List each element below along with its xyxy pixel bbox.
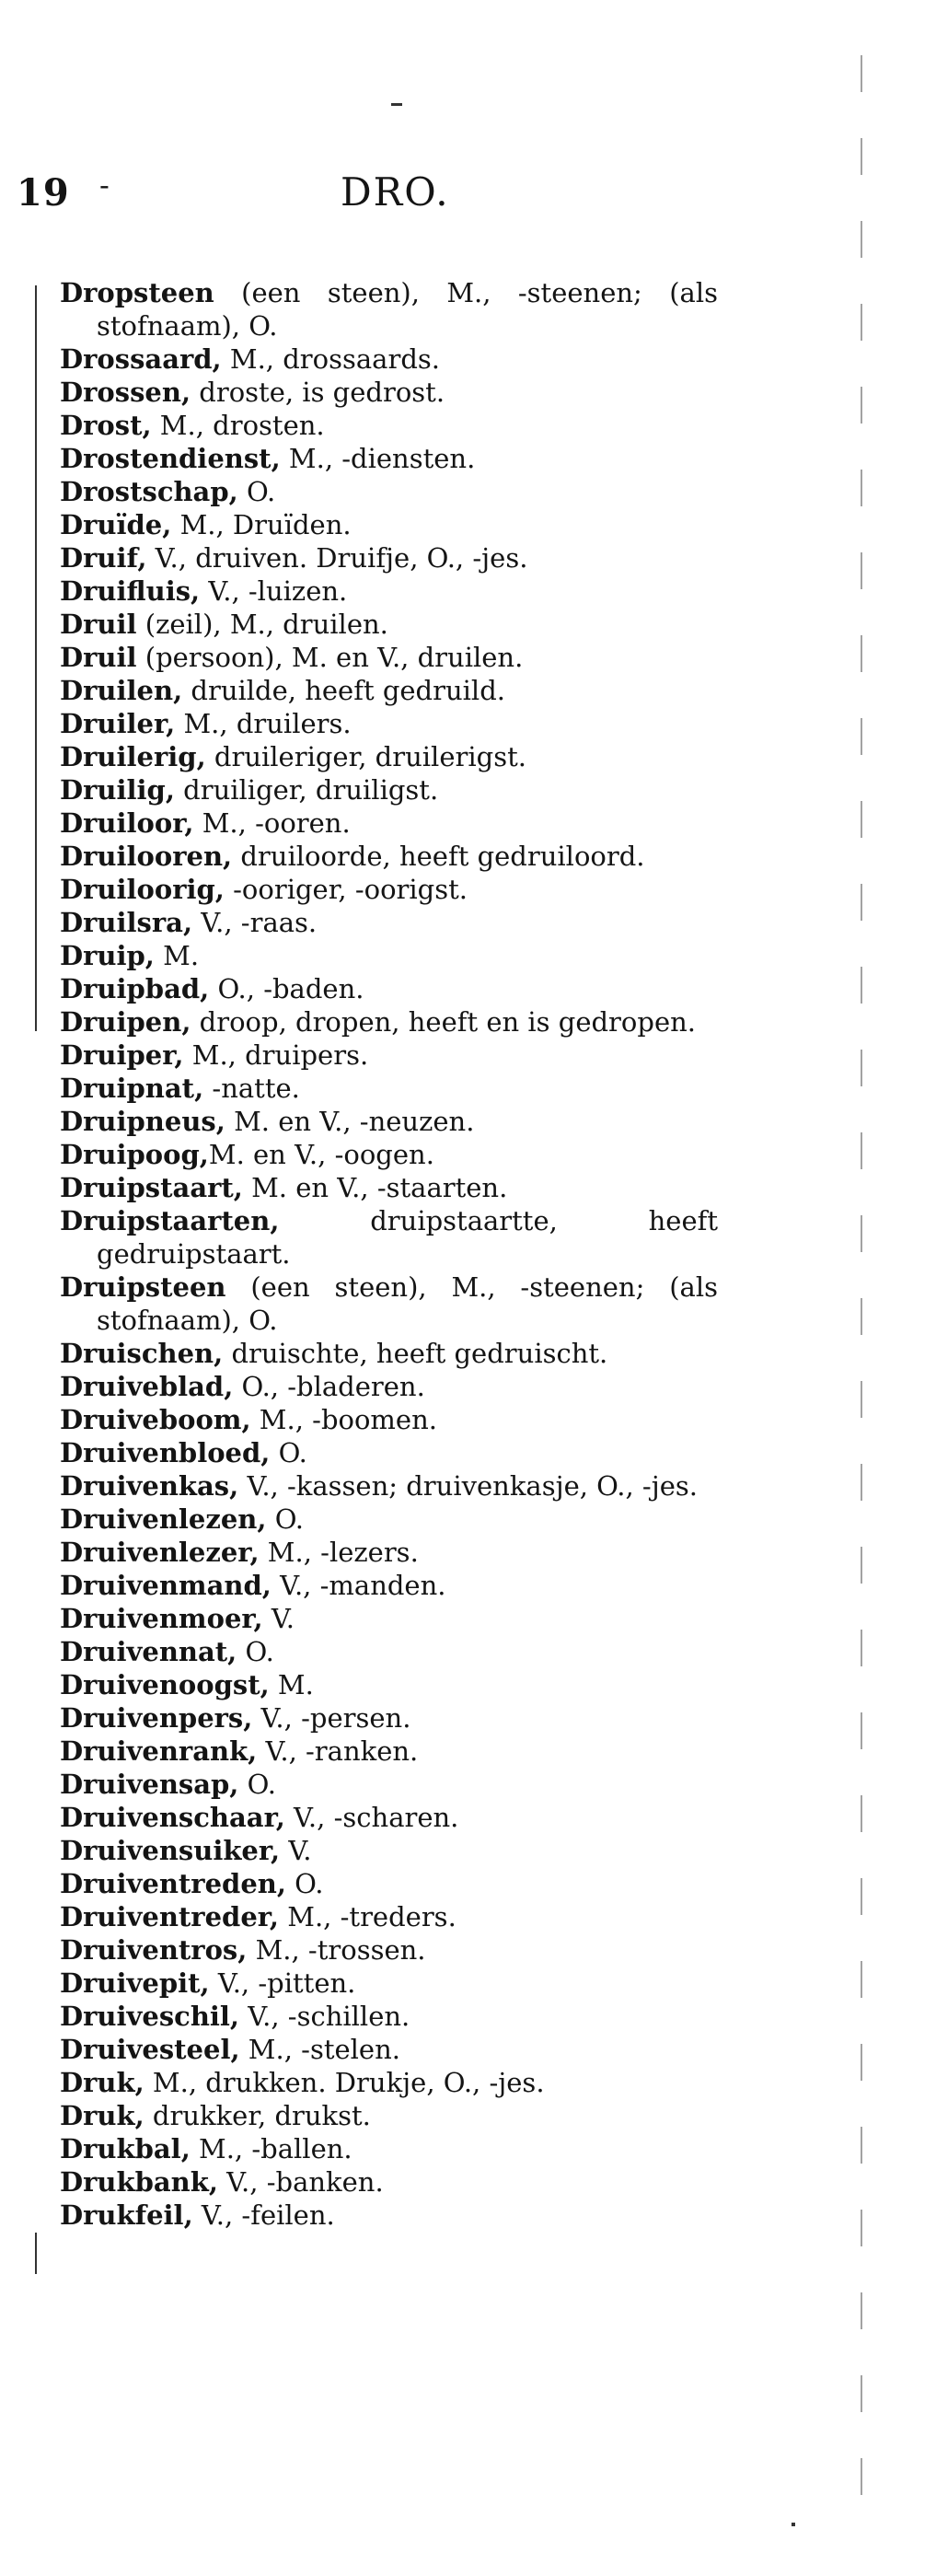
dictionary-entry <box>60 806 718 840</box>
entry-headword: Druilooren, <box>60 841 233 872</box>
entry-definition: M. en V., -neuzen. <box>225 1106 475 1137</box>
entry-headword: Druiveboom, <box>60 1404 251 1435</box>
entry-definition: V., -pitten. <box>209 1967 356 1999</box>
dictionary-entry <box>60 574 718 608</box>
header-dash: - <box>99 168 110 203</box>
entry-headword: Druil <box>60 642 137 673</box>
dictionary-entry <box>60 1171 718 1204</box>
entry-headword: Druivesteel, <box>60 2034 240 2065</box>
dictionary-entry <box>60 939 718 972</box>
dictionary-entry <box>60 508 718 541</box>
entry-definition: V., -luizen. <box>200 575 348 607</box>
entry-definition: V., -persen. <box>252 1702 411 1734</box>
entry-headword: Drukbal, <box>60 2133 191 2164</box>
entry-definition: O. <box>237 476 276 507</box>
entry-definition: M., -trossen. <box>247 1934 426 1966</box>
dictionary-entry <box>60 276 718 342</box>
entry-headword: Druïde, <box>60 509 172 540</box>
dictionary-entry <box>60 1536 718 1569</box>
entry-headword: Druiveblad, <box>60 1371 234 1402</box>
entry-headword: Druk, <box>60 2100 144 2131</box>
entry-definition: droop, dropen, heeft en is gedropen. <box>191 1006 697 1038</box>
dictionary-entry <box>60 1635 718 1668</box>
dictionary-entry <box>60 1039 718 1072</box>
entry-headword: Druivensap, <box>60 1769 239 1800</box>
entry-headword: Drukbank, <box>60 2166 218 2198</box>
entry-headword: Druipstaart, <box>60 1172 243 1203</box>
entry-headword: Druk, <box>60 2067 144 2098</box>
dictionary-entry <box>60 972 718 1005</box>
entry-headword: Druivenoogst, <box>60 1669 270 1700</box>
dictionary-entry <box>60 1768 718 1801</box>
entry-definition: V., -scharen. <box>284 1802 459 1833</box>
entry-definition: druilde, heeft gedruild. <box>182 675 505 706</box>
entry-definition: O. <box>266 1503 304 1535</box>
entry-definition: M., -ooren. <box>193 807 351 839</box>
entry-definition: V., -ranken. <box>257 1735 419 1767</box>
dictionary-entry <box>60 2132 718 2165</box>
dictionary-entry <box>60 475 718 508</box>
dictionary-entry <box>60 1204 718 1271</box>
dictionary-entry <box>60 1105 718 1138</box>
entry-headword: Druivenlezen, <box>60 1503 267 1535</box>
dictionary-entry <box>60 2066 718 2099</box>
scan-speck-mark <box>391 103 402 106</box>
entry-headword: Druiveschil, <box>60 2001 240 2032</box>
entry-definition: -ooriger, -oorigst. <box>224 874 468 905</box>
entry-definition: M., drosten. <box>151 410 325 441</box>
entry-headword: Druiventros, <box>60 1934 248 1966</box>
entry-definition: drukker, drukst. <box>144 2100 371 2131</box>
entry-headword: Druiventreder, <box>60 1901 280 1932</box>
entry-definition: V., -raas. <box>192 907 318 938</box>
entry-headword: Druil <box>60 609 137 640</box>
entry-headword: Drostendienst, <box>60 443 281 474</box>
dictionary-entry <box>60 1701 718 1735</box>
entry-definition: M., druipers. <box>183 1039 369 1071</box>
entry-headword: Druivenmand, <box>60 1570 272 1601</box>
dictionary-entry <box>60 707 718 740</box>
entry-definition: druileriger, druilerigst. <box>205 741 526 772</box>
margin-rule-lower <box>35 2233 37 2274</box>
entry-definition: O. <box>237 1636 274 1667</box>
dictionary-entry <box>60 1403 718 1436</box>
entry-headword: Druipoog, <box>60 1139 209 1170</box>
entry-definition: druischte, heeft gedruischt. <box>223 1338 608 1369</box>
dictionary-entry <box>60 2033 718 2066</box>
entry-headword: Druipnat, <box>60 1073 204 1104</box>
entry-definition: droste, is gedrost. <box>191 377 445 408</box>
entry-headword: Druivenrank, <box>60 1735 258 1767</box>
entry-headword: Druifluis, <box>60 575 201 607</box>
dictionary-entry <box>60 1735 718 1768</box>
entry-headword: Druipstaarten, <box>60 1205 280 1236</box>
dictionary-entry <box>60 1072 718 1105</box>
dictionary-entry <box>60 1271 718 1337</box>
entry-headword: Drossen, <box>60 377 191 408</box>
entry-headword: Druilen, <box>60 675 183 706</box>
entry-definition: M., drossaards. <box>221 343 440 375</box>
dictionary-entry <box>60 1933 718 1967</box>
entry-headword: Druivenschaar, <box>60 1802 285 1833</box>
margin-rule <box>35 285 37 1031</box>
dictionary-entry <box>60 674 718 707</box>
entry-definition: V., -manden. <box>271 1570 446 1601</box>
entry-headword: Drossaard, <box>60 343 222 375</box>
dictionary-entry <box>60 2199 718 2232</box>
entry-definition: O. <box>270 1437 307 1468</box>
entry-headword: Druivenpers, <box>60 1702 253 1734</box>
dictionary-entries <box>60 276 718 2232</box>
entry-headword: Druipneus, <box>60 1106 225 1137</box>
dictionary-entry <box>60 442 718 475</box>
entry-definition: M., -treders. <box>279 1901 456 1932</box>
dictionary-entry <box>60 541 718 574</box>
entry-definition: M., druilers. <box>175 708 352 739</box>
entry-definition: V., -banken. <box>217 2166 384 2198</box>
entry-definition: M. <box>154 940 200 971</box>
entry-definition: druiloorde, heeft gedruiloord. <box>232 841 645 872</box>
entry-headword: Druiloorig, <box>60 874 225 905</box>
dictionary-entry <box>60 1569 718 1602</box>
dictionary-entry <box>60 2000 718 2033</box>
entry-definition: O., -baden. <box>209 973 364 1004</box>
dictionary-entry <box>60 1900 718 1933</box>
entry-headword: Druiventreden, <box>60 1868 286 1899</box>
entry-headword: Drostschap, <box>60 476 238 507</box>
dictionary-entry <box>60 1370 718 1403</box>
entry-headword: Druip, <box>60 940 155 971</box>
entry-definition: O. <box>285 1868 324 1899</box>
entry-definition: druiliger, druiligst. <box>174 774 439 806</box>
entry-definition: O., -bladeren. <box>233 1371 425 1402</box>
dictionary-entry <box>60 773 718 806</box>
entry-definition: V. <box>262 1603 295 1634</box>
dictionary-entry <box>60 1668 718 1701</box>
dictionary-entry <box>60 1436 718 1469</box>
scan-speck-mark-bottom <box>792 2523 795 2526</box>
entry-definition: druipstaartte, heeft gedruipstaart. <box>97 1205 718 1270</box>
entry-definition: M., -diensten. <box>280 443 476 474</box>
entry-headword: Druivenlezer, <box>60 1537 260 1568</box>
dictionary-entry <box>60 608 718 641</box>
dictionary-entry <box>60 1337 718 1370</box>
entry-headword: Druilerig, <box>60 741 206 772</box>
entry-headword: Druivepit, <box>60 1967 210 1999</box>
entry-definition: (een steen), M., -steenen; (als stofnaam), O. <box>97 1271 718 1336</box>
dictionary-entry <box>60 342 718 376</box>
entry-headword: Druiper, <box>60 1039 184 1071</box>
entry-headword: Druilsra, <box>60 907 193 938</box>
entry-definition: M. <box>269 1669 314 1700</box>
entry-definition: M. en V., -staarten. <box>242 1172 508 1203</box>
dictionary-entry <box>60 2165 718 2199</box>
dictionary-entry <box>60 873 718 906</box>
entry-definition: M., -stelen. <box>239 2034 400 2065</box>
entry-definition: M., Druïden. <box>171 509 352 540</box>
entry-definition: O. <box>238 1769 276 1800</box>
entry-definition: (een steen), M., -steenen; (als stofnaam), O. <box>97 277 718 342</box>
entry-headword: Dropsteen <box>60 277 214 308</box>
entry-definition: M., -boomen. <box>250 1404 437 1435</box>
scan-edge-line <box>861 55 862 2541</box>
dictionary-entry <box>60 1602 718 1635</box>
entry-headword: Druilig, <box>60 774 175 806</box>
entry-definition: (zeil), M., druilen. <box>136 609 388 640</box>
entry-headword: Druischen, <box>60 1338 224 1369</box>
dictionary-entry <box>60 1867 718 1900</box>
running-head: DRO. <box>341 169 450 215</box>
entry-headword: Drost, <box>60 410 152 441</box>
entry-definition: V., -schillen. <box>239 2001 410 2032</box>
entry-headword: Druipsteen <box>60 1271 226 1303</box>
entry-headword: Drukfeil, <box>60 2199 193 2231</box>
entry-headword: Druivensuiker, <box>60 1835 281 1866</box>
entry-definition: (persoon), M. en V., druilen. <box>136 642 524 673</box>
dictionary-entry <box>60 740 718 773</box>
entry-headword: Druivenmoer, <box>60 1603 263 1634</box>
dictionary-entry <box>60 906 718 939</box>
dictionary-entry <box>60 2099 718 2132</box>
dictionary-entry <box>60 1503 718 1536</box>
entry-headword: Druipbad, <box>60 973 210 1004</box>
entry-definition: M., -ballen. <box>190 2133 352 2164</box>
page-number: 19 <box>17 171 70 215</box>
entry-definition: V., -kassen; druivenkasje, O., -jes. <box>238 1470 698 1502</box>
page-header <box>0 166 936 221</box>
entry-definition: V. <box>280 1835 312 1866</box>
dictionary-entry <box>60 1469 718 1503</box>
entry-headword: Druif, <box>60 542 147 574</box>
dictionary-entry <box>60 376 718 409</box>
entry-definition: M., drukken. Drukje, O., -jes. <box>144 2067 545 2098</box>
dictionary-entry <box>60 409 718 442</box>
entry-headword: Druivenbloed, <box>60 1437 271 1468</box>
dictionary-entry <box>60 1138 718 1171</box>
entry-headword: Druivennat, <box>60 1636 237 1667</box>
entry-headword: Druivenkas, <box>60 1470 239 1502</box>
entry-headword: Druiloor, <box>60 807 194 839</box>
entry-definition: M. en V., -oogen. <box>208 1139 434 1170</box>
dictionary-entry <box>60 1801 718 1834</box>
entry-headword: Druiler, <box>60 708 176 739</box>
dictionary-entry <box>60 1834 718 1867</box>
dictionary-entry <box>60 641 718 674</box>
dictionary-entry <box>60 1967 718 2000</box>
dictionary-entry <box>60 1005 718 1039</box>
entry-definition: V., druiven. Druifje, O., -jes. <box>146 542 528 574</box>
entry-headword: Druipen, <box>60 1006 191 1038</box>
entry-definition: V., -feilen. <box>192 2199 335 2231</box>
dictionary-entry <box>60 840 718 873</box>
entry-definition: -natte. <box>203 1073 300 1104</box>
entry-definition: M., -lezers. <box>259 1537 419 1568</box>
